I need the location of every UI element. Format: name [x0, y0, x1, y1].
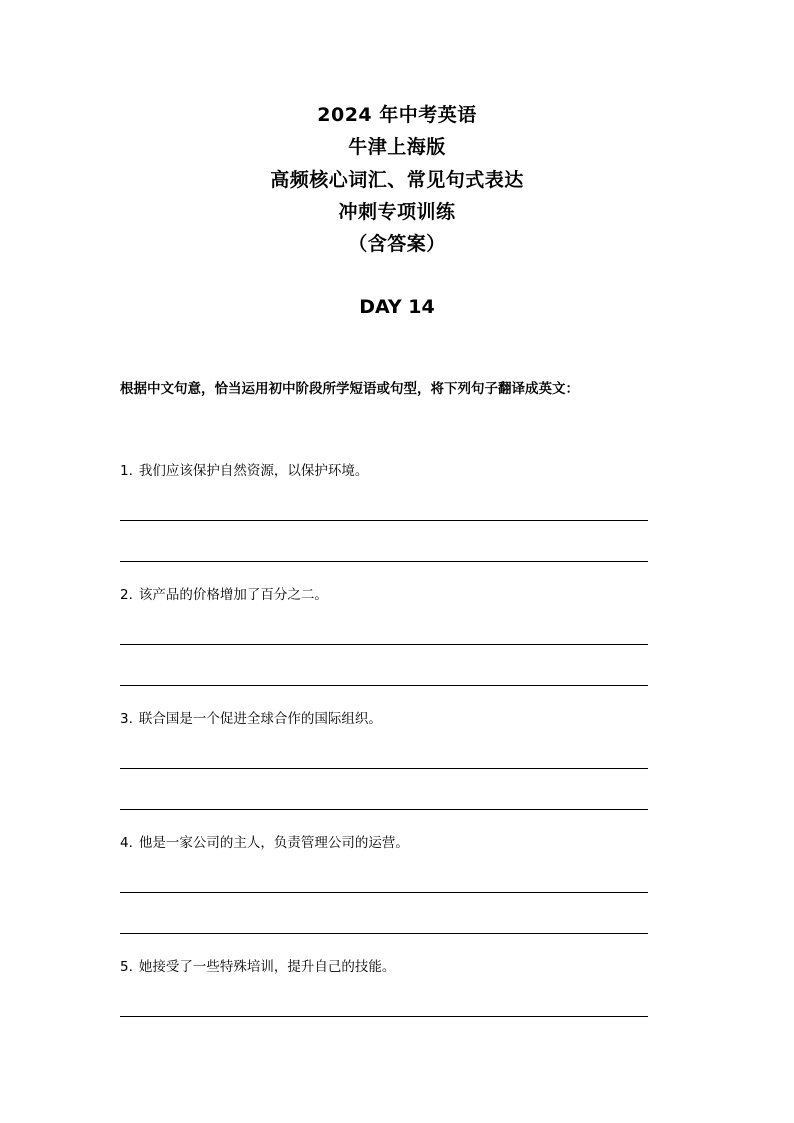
question-number: 5. — [120, 959, 133, 975]
answer-line[interactable] — [120, 520, 648, 521]
answer-line[interactable] — [120, 768, 648, 769]
question-5 — [120, 958, 395, 976]
answer-line[interactable] — [120, 809, 648, 810]
title-answers-note: （含答案） — [348, 233, 446, 255]
question-number: 3. — [120, 711, 133, 727]
question-4 — [120, 834, 409, 852]
day-label: DAY 14 — [359, 296, 435, 318]
title-training: 冲刺专项训练 — [338, 201, 456, 223]
question-1 — [120, 462, 368, 480]
title-topic: 高频核心词汇、常见句式表达 — [270, 169, 524, 191]
answer-line[interactable] — [120, 892, 648, 893]
title-year-subject: 2024 年中考英语 — [317, 104, 477, 126]
question-number: 2. — [120, 587, 133, 603]
question-text: 我们应该保护自然资源，以保护环境。 — [138, 463, 369, 479]
question-3 — [120, 710, 382, 728]
question-2 — [120, 586, 328, 604]
answer-line[interactable] — [120, 561, 648, 562]
question-text: 他是一家公司的主人，负责管理公司的运营。 — [138, 835, 409, 851]
title-edition: 牛津上海版 — [348, 136, 446, 158]
answer-line[interactable] — [120, 644, 648, 645]
question-text: 联合国是一个促进全球合作的国际组织。 — [138, 711, 382, 727]
question-text: 该产品的价格增加了百分之二。 — [138, 587, 328, 603]
answer-line[interactable] — [120, 933, 648, 934]
question-number: 1. — [120, 463, 133, 479]
question-number: 4. — [120, 835, 133, 851]
answer-line[interactable] — [120, 685, 648, 686]
instruction-text: 根据中文句意，恰当运用初中阶段所学短语或句型，将下列句子翻译成英文： — [120, 381, 579, 397]
answer-line[interactable] — [120, 1016, 648, 1017]
question-text: 她接受了一些特殊培训，提升自己的技能。 — [138, 959, 396, 975]
